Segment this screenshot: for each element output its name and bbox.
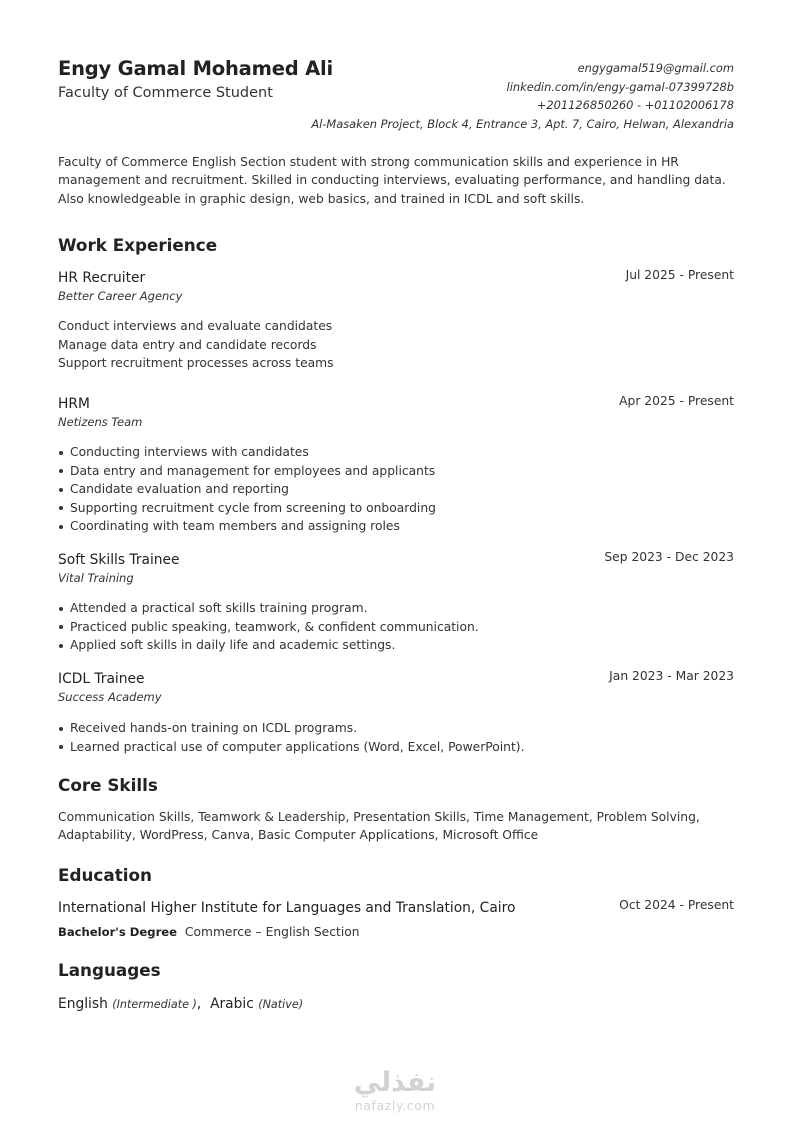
job-title: HRM [58,396,90,412]
language-name: English [58,996,108,1012]
list-item: Data entry and management for employees and applicants [70,462,436,481]
watermark-site-name: nafazly.com [354,1098,436,1113]
job-title: ICDL Trainee [58,671,145,687]
education-institution: International Higher Institute for Languages and Translation, Cairo [58,900,516,916]
skills-list-text: Communication Skills, Teamwork & Leadership, Presentation Skills, Time Management, Problem Solving, Adaptability, WordPress, Canva, Basic Computer Applications, Microsoft Office [58,810,700,843]
language-separator: , [196,996,202,1012]
section-title-core-skills: Core Skills [58,775,158,795]
job-date: Sep 2023 - Dec 2023 [604,550,734,564]
job-title: HR Recruiter [58,270,146,286]
job-date: Jul 2025 - Present [625,268,734,282]
job-company: Vital Training [58,571,134,585]
education-date: Oct 2024 - Present [619,898,734,912]
language-name: Arabic [210,996,254,1012]
section-title-education: Education [58,865,152,885]
resume-header [58,0,734,140]
list-item: Support recruitment processes across teams [58,356,334,370]
job-date: Apr 2025 - Present [619,394,734,408]
list-item: Conduct interviews and evaluate candidates [58,319,333,333]
linkedin-url[interactable]: linkedin.com/in/engy-gamal-07399728b [506,79,734,94]
watermark-arabic-logo: نفذلي [353,1067,437,1098]
home-address: Al-Masaken Project, Block 4, Entrance 3, Apt. 7, Cairo, Helwan, Alexandria [311,117,734,132]
degree-field: Commerce – English Section [184,925,360,939]
job-duties-list [58,443,436,536]
language-level: (Intermediate ) [112,998,197,1011]
job-company: Better Career Agency [58,289,183,303]
job-company: Success Academy [58,690,162,704]
candidate-name: Engy Gamal Mohamed Ali [58,57,333,80]
job-company: Netizens Team [58,415,143,429]
job-duties-list [58,317,334,373]
list-item: Practiced public speaking, teamwork, & confident communication. [70,618,479,637]
candidate-role: Faculty of Commerce Student [58,85,273,101]
list-item: Candidate evaluation and reporting [70,480,436,499]
list-item: Coordinating with team members and assigning roles [70,517,436,536]
list-item: Learned practical use of computer applications (Word, Excel, PowerPoint). [70,738,525,757]
profile-summary: Faculty of Commerce English Section student with strong communication skills and experience in HR management and recruitment. Skilled in conducting interviews, evaluating performance, and handling data. Also knowledgeable in graphic design, web basics, and trained in ICDL and soft skills. [58,155,726,206]
list-item: Conducting interviews with candidates [70,443,436,462]
resume-page [58,0,734,1012]
nafazly-watermark [345,1068,445,1114]
job-date: Jan 2023 - Mar 2023 [609,669,734,683]
section-title-work-experience: Work Experience [58,235,218,255]
section-title-languages: Languages [58,960,161,980]
job-duties-list [58,599,479,655]
list-item: Manage data entry and candidate records [58,337,317,352]
contact-block [311,59,734,134]
job-duties-list [58,719,525,756]
list-item: Received hands-on training on ICDL programs. [70,719,525,738]
list-item: Attended a practical soft skills training program. [70,599,479,618]
phone-numbers: +201126850260 - +01102006178 [536,98,734,113]
email-address[interactable]: engygamal519@gmail.com [577,61,734,75]
education-degree-line [58,925,360,939]
language-level: (Native) [258,998,304,1011]
job-title: Soft Skills Trainee [58,552,180,568]
degree-name: Bachelor's Degree [58,925,178,939]
list-item: Supporting recruitment cycle from screening to onboarding [70,499,436,518]
languages-line [58,996,303,1012]
list-item: Applied soft skills in daily life and academic settings. [70,636,479,655]
